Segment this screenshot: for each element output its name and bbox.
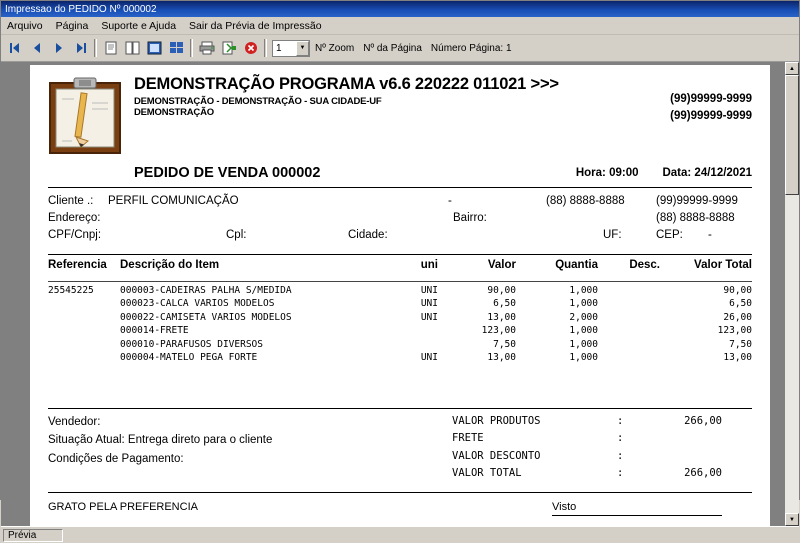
total-value: 266,00 xyxy=(684,415,722,427)
print-icon[interactable] xyxy=(196,38,217,58)
cell-valor: 90,00 xyxy=(487,285,516,296)
uf-label: UF: xyxy=(603,229,622,241)
cell-quantia: 1,000 xyxy=(569,338,598,350)
cell-total: 6,50 xyxy=(729,298,752,310)
two-page-view-icon[interactable] xyxy=(122,38,143,58)
total-colon: : xyxy=(617,432,624,445)
client-phone-a: (88) 8888-8888 xyxy=(546,195,625,207)
total-row-total xyxy=(452,465,752,482)
client-name: PERFIL COMUNICAÇÃO xyxy=(108,195,239,207)
cell-referencia xyxy=(48,311,120,324)
zoom-label: Nº Zoom xyxy=(315,42,355,54)
total-colon: : xyxy=(617,415,624,427)
cell-referencia xyxy=(48,351,120,364)
cell-desconto xyxy=(598,297,660,310)
client-dash: - xyxy=(448,195,452,207)
items-table-header xyxy=(48,255,752,275)
cell-desconto xyxy=(598,311,660,324)
cell-descricao: 000023-CALCA VARIOS MODELOS xyxy=(120,298,275,310)
cell-uni: UNI xyxy=(420,285,438,296)
cell-total: 26,00 xyxy=(723,311,752,323)
column-desconto: Desc. xyxy=(629,259,660,271)
total-value xyxy=(631,448,752,465)
client-label: Cliente .: xyxy=(48,195,94,207)
zoom-page-icon[interactable] xyxy=(144,38,165,58)
cell-desconto xyxy=(598,351,660,364)
export-icon[interactable] xyxy=(218,38,239,58)
company-phone-2: (99)99999-9999 xyxy=(670,109,752,122)
scroll-up-icon[interactable]: ▲ xyxy=(785,62,799,75)
cell-total: 7,50 xyxy=(729,338,752,350)
table-row xyxy=(48,351,752,364)
previous-page-icon[interactable] xyxy=(26,38,47,58)
column-valor: Valor xyxy=(487,259,516,271)
cep-label: CEP: xyxy=(656,229,683,241)
page-label: Nº da Página xyxy=(363,42,422,54)
menu-pagina[interactable]: Página xyxy=(55,19,89,32)
menu-arquivo[interactable]: Arquivo xyxy=(7,19,43,32)
toolbar-separator-3 xyxy=(264,39,267,57)
total-value: 266,00 xyxy=(684,466,722,479)
cell-desconto xyxy=(598,338,660,351)
cell-uni xyxy=(386,338,438,351)
chevron-down-icon[interactable]: ▼ xyxy=(296,41,309,56)
order-date: Data: 24/12/2021 xyxy=(662,167,752,179)
cell-uni: UNI xyxy=(420,298,438,310)
cell-descricao: 000010-PARAFUSOS DIVERSOS xyxy=(120,338,263,350)
cell-descricao: 000004-MATELO PEGA FORTE xyxy=(120,352,258,364)
footer-left xyxy=(48,413,452,482)
scrollbar-thumb[interactable] xyxy=(785,75,799,195)
document-header xyxy=(48,75,752,155)
cell-descricao: 000014-FRETE xyxy=(120,325,189,337)
cell-total: 90,00 xyxy=(723,285,752,296)
scrollbar-track[interactable] xyxy=(785,195,799,513)
city-label: Cidade: xyxy=(348,229,388,241)
company-address: DEMONSTRAÇÃO - DEMONSTRAÇÃO - SUA CIDADE-UF xyxy=(134,95,382,107)
grid-view-icon[interactable] xyxy=(166,38,187,58)
cell-descricao: 000022-CAMISETA VARIOS MODELOS xyxy=(120,311,292,323)
total-colon: : xyxy=(617,466,624,479)
signature-label: Visto xyxy=(552,501,577,514)
company-title: DEMONSTRAÇÃO PROGRAMA v6.6 220222 011021 >>> xyxy=(134,75,559,93)
total-row-desconto xyxy=(452,448,752,465)
totals-block xyxy=(452,413,752,482)
order-meta xyxy=(576,167,752,181)
toolbar xyxy=(1,35,799,62)
toolbar-separator-2 xyxy=(190,39,193,57)
cpl-label: Cpl: xyxy=(226,229,247,241)
zoom-combo[interactable] xyxy=(272,40,310,57)
toolbar-separator-1 xyxy=(94,39,97,57)
close-preview-icon[interactable] xyxy=(240,38,261,58)
cell-valor: 13,00 xyxy=(487,311,516,323)
company-extra: DEMONSTRAÇÃO xyxy=(134,106,214,118)
column-valor-total: Valor Total xyxy=(694,259,752,271)
signature-line xyxy=(552,515,722,516)
first-page-icon[interactable] xyxy=(4,38,25,58)
cell-valor: 6,50 xyxy=(493,298,516,310)
cell-uni xyxy=(386,324,438,337)
company-phone-1: (99)99999-9999 xyxy=(670,93,752,105)
scroll-down-icon[interactable]: ▼ xyxy=(785,513,799,526)
cell-valor: 7,50 xyxy=(493,338,516,350)
total-label: VALOR DESCONTO xyxy=(452,449,541,462)
page-view-icon[interactable] xyxy=(100,38,121,58)
cell-referencia: 25545225 xyxy=(48,285,94,296)
cell-uni: UNI xyxy=(420,352,438,364)
cell-quantia: 1,000 xyxy=(569,352,598,364)
company-phones xyxy=(597,75,752,124)
client-row-2 xyxy=(48,210,752,227)
client-phone-b: (99)99999-9999 xyxy=(656,195,738,207)
cell-desconto xyxy=(598,324,660,337)
menu-suporte-ajuda[interactable]: Suporte e Ajuda xyxy=(101,19,177,32)
thanks-text: GRATO PELA PREFERENCIA xyxy=(48,501,198,514)
total-row-frete xyxy=(452,430,752,447)
clipboard-icon xyxy=(48,77,122,155)
total-colon: : xyxy=(617,449,624,462)
cell-descricao: 000003-CADEIRAS PALHA S/MEDIDA xyxy=(120,285,292,296)
footer-bottom xyxy=(48,493,752,516)
vertical-scrollbar[interactable] xyxy=(784,62,799,526)
address-label: Endereço: xyxy=(48,212,101,224)
order-title-row xyxy=(48,165,752,181)
total-label: FRETE xyxy=(452,432,484,445)
status-text: Prévia xyxy=(3,529,63,542)
client-block xyxy=(48,188,752,248)
cell-referencia xyxy=(48,338,120,351)
cell-uni: UNI xyxy=(420,311,438,323)
cell-quantia: 1,000 xyxy=(569,298,598,310)
last-page-icon[interactable] xyxy=(70,38,91,58)
client-phone-c: (88) 8888-8888 xyxy=(656,212,735,224)
cell-valor: 123,00 xyxy=(481,325,516,337)
menu-bar xyxy=(1,17,799,35)
condicoes-label: Condições de Pagamento: xyxy=(48,452,184,465)
client-row-3 xyxy=(48,227,752,244)
cell-quantia: 1,000 xyxy=(569,325,598,337)
zoom-value: 1 xyxy=(276,42,282,54)
table-row xyxy=(48,284,752,297)
menu-sair-previa[interactable]: Sair da Prévia de Impressão xyxy=(189,19,322,32)
signature-block xyxy=(552,501,752,516)
cell-quantia: 2,000 xyxy=(569,311,598,323)
situacao-label: Situação Atual: Entrega direto para o cliente xyxy=(48,434,273,447)
total-row-produtos xyxy=(452,413,752,430)
column-quantia: Quantia xyxy=(555,259,598,271)
cell-referencia xyxy=(48,297,120,310)
cep-value: - xyxy=(708,229,712,241)
document-footer xyxy=(48,409,752,482)
column-referencia: Referencia xyxy=(48,259,107,271)
preview-area xyxy=(1,62,799,526)
next-page-icon[interactable] xyxy=(48,38,69,58)
cell-referencia xyxy=(48,324,120,337)
column-uni: uni xyxy=(420,259,438,271)
client-row-1 xyxy=(48,193,752,210)
window-title: Impressao do PEDIDO Nº 000002 xyxy=(5,3,157,15)
vendedor-label: Vendedor: xyxy=(48,416,101,428)
cell-total: 13,00 xyxy=(723,352,752,364)
total-value xyxy=(631,430,752,447)
cell-desconto xyxy=(598,284,660,297)
title-bar xyxy=(1,1,799,17)
order-title: PEDIDO DE VENDA 000002 xyxy=(134,165,321,181)
status-bar xyxy=(1,526,799,543)
column-descricao: Descrição do Item xyxy=(120,259,220,271)
document-page xyxy=(30,65,770,526)
table-row xyxy=(48,338,752,351)
cpf-label: CPF/Cnpj: xyxy=(48,229,102,241)
district-label: Bairro: xyxy=(453,212,487,224)
items-table-body xyxy=(48,282,752,402)
table-row xyxy=(48,324,752,337)
page-number-label: Número Página: 1 xyxy=(430,42,512,54)
order-time: Hora: 09:00 xyxy=(575,167,639,179)
table-row xyxy=(48,311,752,324)
table-row xyxy=(48,297,752,310)
total-label: VALOR TOTAL xyxy=(452,466,522,479)
total-label: VALOR PRODUTOS xyxy=(452,415,541,427)
cell-total: 123,00 xyxy=(717,325,752,337)
cell-quantia: 1,000 xyxy=(569,285,598,296)
company-info xyxy=(134,75,597,118)
cell-valor: 13,00 xyxy=(487,352,516,364)
